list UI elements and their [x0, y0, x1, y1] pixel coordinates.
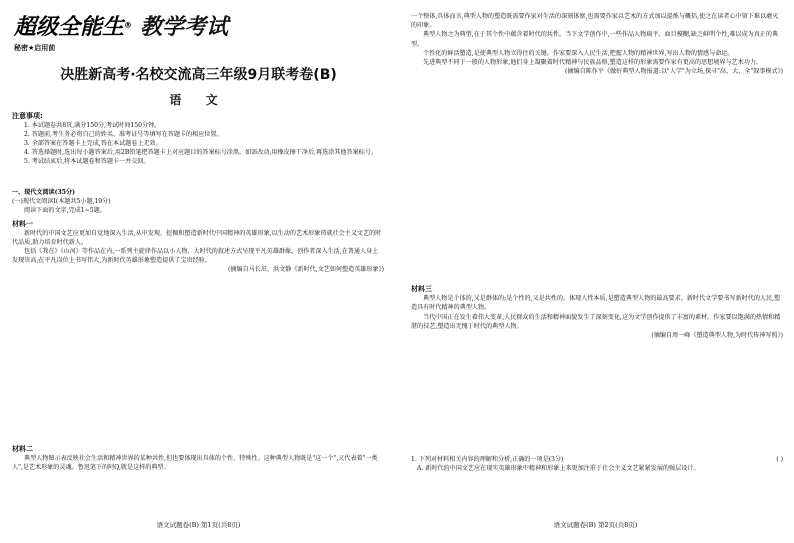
right-page	[397, 0, 794, 543]
question-stem: 1. 下列对材料相关内容的理解和分析,正确的一项是(3分) ( )	[411, 456, 783, 463]
material-label: 材料二	[12, 445, 33, 453]
note-item: 1. 本试题卷共8页,满分150分,考试时间150分钟。	[24, 122, 161, 129]
subject-title: 语 文	[169, 93, 228, 107]
source-citation: (摘编自陈作平《做好典型人物报道:以"人学"为立场,探寻"高、大、全"叙事模式》)	[565, 68, 783, 76]
note-item: 3. 全部答案在答题卡上完成,答在本试题卷上无效。	[24, 140, 162, 147]
source-citation: (摘编自马长茁、洪文静《新时代,文艺如何塑造英雄形象》)	[228, 266, 384, 273]
exam-title: 决胜新高考·名校交流高三年级9月联考卷(B)	[60, 67, 337, 83]
notes-section	[12, 112, 384, 166]
note-item: 4. 答选择题时,选出每小题答案后,用2B铅笔把答题卡上对应题目的答案标号涂黑。如需改动,用橡皮擦干净后,再选涂其他答案标号。	[24, 149, 377, 156]
subsection-title: (一)现代文阅读Ⅰ(本题共5小题,19分)	[12, 198, 111, 205]
section-one	[12, 188, 384, 215]
brand-logo-main: 超级全能生	[14, 15, 125, 40]
section-title: 一、现代文阅读(35分)	[12, 189, 75, 196]
paragraph: 典型人物是个体的,又是群体的;是个性的,又是共性的。体现人性本质,是塑造典型人物的最高要求。新时代文学要书写新时代的人民,塑造具有时代精神的典型人物。	[411, 295, 781, 312]
note-item: 5. 考试结束后,将本试题卷和答题卡一并交回。	[24, 158, 150, 165]
material-label: 材料一	[12, 220, 33, 228]
instruction: 阅读下面的文字,完成1~5题。	[24, 207, 106, 214]
answer-bracket: ( )	[776, 456, 783, 463]
paragraph: 个性化的鲜活塑造,是使典型人物立得住的关键。作家要深入人民生活,把握人物的精神世界,写出人物的情感与命运。	[423, 49, 734, 57]
material-one	[12, 220, 384, 274]
brand-logo-registered: ®	[124, 20, 133, 30]
right-continuation	[411, 12, 783, 76]
brand-logo-sub: 教学考试	[140, 15, 229, 40]
question-one	[411, 455, 783, 473]
paragraph: 先进典型不同于一般的人物形象,他们身上凝聚着时代精神与民族品格,塑造这样的形象需要作家有更高的思想境界与艺术功力。	[423, 59, 763, 67]
confidential-tag: 秘密★启用前	[14, 44, 56, 52]
material-two	[12, 445, 384, 472]
paragraph: 典型人物图示表反映社会生活和精神世界的某种共性,但也要体现出具体的个性、特殊性。这种典型人物既是"这一个",又代表着"一类人",是艺术形象的灵魂。鲁迅笔下的阿Q,就是这样的典型。	[12, 455, 378, 471]
paragraph: 新时代的中国文艺应更加自觉地深入生活,从申发现、挖掘和塑造新时代中国精神的英雄形象,以生动的艺术形象铸就社会主义文艺的时代品质,助力培育时代新人。	[12, 230, 382, 246]
paragraph: 包括《我在》《山河》等作品在内,一系列主旋律作品以小人物、大时代的叙述方式呈现平凡英雄群像。创作者深入生活,在普通人身上发现崇高,在平凡岗位上书写伟大,为新时代英雄形象塑造提供了宝贵经验。	[12, 248, 379, 264]
page-footer: 语文试题卷(B) 第2页(共8页)	[553, 521, 638, 529]
source-citation: (摘编自周一峰《塑造典型人物,为时代传神写照》)	[651, 332, 783, 340]
paragraph: 一个整体,具体而言,典型人物的塑造既需要作家对生活的深刻体察,也需要作家以艺术的方式加以提炼与概括,使之在读者心中留下难以磨灭的印象。	[411, 13, 779, 30]
page-footer: 语文试题卷(B) 第1页(共8页)	[156, 521, 241, 529]
paragraph: 当代中国正在发生着伟大变革,人民群众的生活和精神面貌发生了深刻变化,这为文学创作提供了丰富的素材。作家要以饱满的热情和精湛的技艺,塑造出无愧于时代的典型人物。	[411, 313, 781, 330]
material-label: 材料三	[411, 285, 432, 293]
note-item: 2. 答题前,考生务必将自己的姓名、准考证号等填写在答题卡的相应位置。	[24, 131, 223, 138]
material-three	[411, 285, 783, 340]
option-a: A. 新时代的中国文艺应在现实英雄形象中精神和形象上来更加注重于社会主义文艺紧紧发展的强层设计。	[417, 465, 700, 473]
paragraph: 典型人物之为典型,在于其个性中蕴含着时代的共性。当下文学创作中,一些作品人物扁平、面目模糊,缺乏鲜明个性,难以成为真正的典型。	[411, 31, 779, 48]
notes-heading: 注意事项:	[12, 112, 43, 120]
brand-header	[14, 10, 228, 53]
